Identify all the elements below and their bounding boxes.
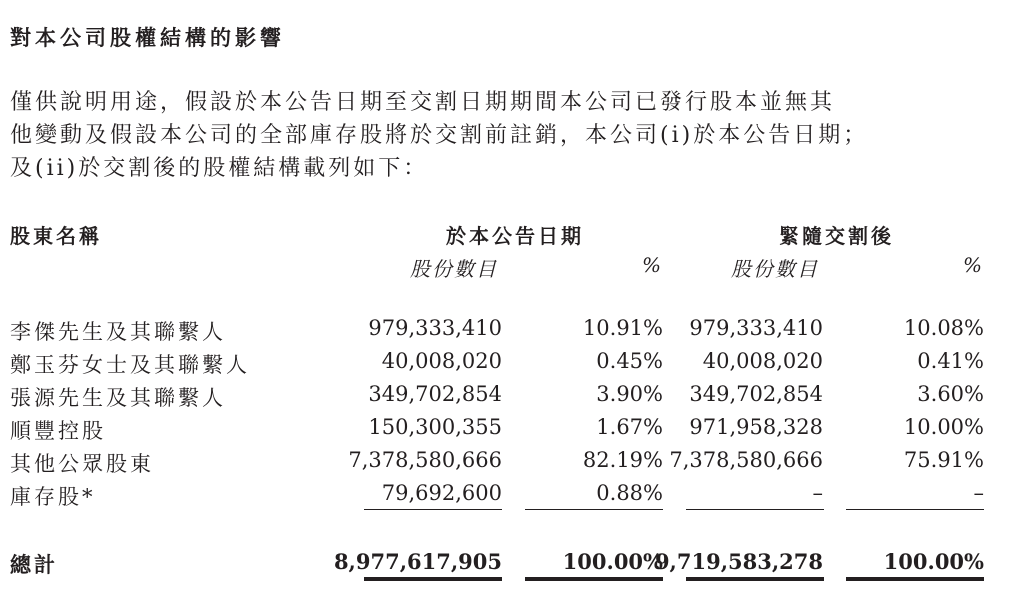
section-heading: 對本公司股權結構的影響 <box>10 26 285 50</box>
subheader-percent-a: % <box>641 253 663 277</box>
shares-announcement: 79,692,600 <box>381 481 502 505</box>
col-header-shareholder: 股東名稱 <box>10 224 102 248</box>
subtotal-rule <box>686 509 824 510</box>
shares-announcement: 979,333,410 <box>368 316 502 340</box>
table-row <box>0 448 1024 480</box>
total-percent-after: 100.00% <box>883 549 984 574</box>
col-group-after-completion: 緊隨交割後 <box>779 224 894 248</box>
total-shares-announcement: 8,977,617,905 <box>333 549 502 574</box>
percent-announcement: 0.45% <box>596 349 663 373</box>
shares-announcement: 150,300,355 <box>368 415 502 439</box>
percent-announcement: 10.91% <box>582 316 663 340</box>
total-shares-after: 9,719,583,278 <box>654 549 823 574</box>
shares-after: 40,008,020 <box>702 349 823 373</box>
col-group-announcement-date: 於本公告日期 <box>446 224 584 248</box>
subheader-percent-b: % <box>962 253 984 277</box>
table-row <box>0 316 1024 348</box>
shares-after: 7,378,580,666 <box>669 448 823 472</box>
percent-announcement: 0.88% <box>596 481 663 505</box>
percent-after: – <box>973 481 984 505</box>
percent-after: 75.91% <box>903 448 984 472</box>
total-rule <box>525 577 663 581</box>
shares-announcement: 40,008,020 <box>381 349 502 373</box>
shares-announcement: 7,378,580,666 <box>348 448 502 472</box>
percent-announcement: 1.67% <box>596 415 663 439</box>
percent-after: 3.60% <box>917 382 984 406</box>
percent-after: 10.00% <box>903 415 984 439</box>
total-rule <box>846 577 984 581</box>
paragraph-line: 及(ii)於交割後的股權結構載列如下： <box>10 156 429 181</box>
paragraph-line: 他變動及假設本公司的全部庫存股將於交割前註銷，本公司(i)於本公告日期； <box>10 123 869 148</box>
shares-after: – <box>812 481 823 505</box>
shares-after: 971,958,328 <box>689 415 823 439</box>
shares-after: 349,702,854 <box>689 382 823 406</box>
total-rule <box>364 577 502 581</box>
explanatory-paragraph <box>10 86 990 185</box>
shares-announcement: 349,702,854 <box>368 382 502 406</box>
percent-after: 0.41% <box>917 349 984 373</box>
table-row <box>0 382 1024 414</box>
total-label: 總計 <box>10 553 58 577</box>
table-row <box>0 349 1024 381</box>
shareholder-name: 鄭玉芬女士及其聯繫人 <box>10 353 250 377</box>
percent-announcement: 82.19% <box>582 448 663 472</box>
paragraph-line: 僅供說明用途，假設於本公告日期至交割日期期間本公司已發行股本並無其 <box>10 90 836 115</box>
shares-after: 979,333,410 <box>689 316 823 340</box>
total-rule <box>686 577 824 581</box>
subheader-shares-a: 股份數目 <box>410 257 498 281</box>
shareholder-name: 李傑先生及其聯繫人 <box>10 320 226 344</box>
subtotal-rule <box>364 509 502 510</box>
table-row <box>0 415 1024 447</box>
subheader-shares-b: 股份數目 <box>731 257 819 281</box>
subtotal-rule <box>846 509 984 510</box>
shareholder-name: 庫存股* <box>10 485 96 509</box>
shareholder-name: 其他公眾股東 <box>10 452 154 476</box>
percent-after: 10.08% <box>903 316 984 340</box>
percent-announcement: 3.90% <box>596 382 663 406</box>
shareholder-name: 張源先生及其聯繫人 <box>10 386 226 410</box>
shareholder-name: 順豐控股 <box>10 419 106 443</box>
subtotal-rule <box>525 509 663 510</box>
total-percent-announcement: 100.00% <box>562 549 663 574</box>
